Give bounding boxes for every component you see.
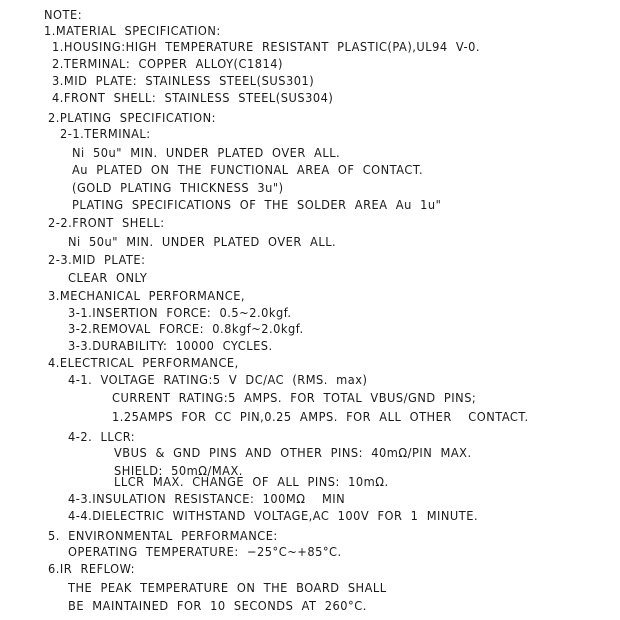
durability: 3-3.DURABILITY: 10000 CYCLES. <box>68 338 273 353</box>
plating-mid-plate-title: 2-3.MID PLATE: <box>48 252 146 267</box>
ir-reflow-duration: BE MAINTAINED FOR 10 SECONDS AT 260°C. <box>68 598 367 613</box>
section-3-title: 3.MECHANICAL PERFORMANCE, <box>48 288 246 303</box>
removal-force: 3-2.REMOVAL FORCE: 0.8kgf~2.0kgf. <box>68 321 304 336</box>
llcr-max-change: LLCR MAX. CHANGE OF ALL PINS: 10mΩ. <box>114 474 389 489</box>
insertion-force: 3-1.INSERTION FORCE: 0.5~2.0kgf. <box>68 305 292 320</box>
section-1-title: 1.MATERIAL SPECIFICATION: <box>44 23 221 38</box>
section-5-title: 5. ENVIRONMENTAL PERFORMANCE: <box>48 528 278 543</box>
plating-mid-plate-clear: CLEAR ONLY <box>68 270 148 285</box>
llcr-shield: SHIELD: 50mΩ/MAX. <box>114 463 243 478</box>
ir-reflow-peak-temperature: THE PEAK TEMPERATURE ON THE BOARD SHALL <box>68 580 387 595</box>
plating-front-shell-title: 2-2.FRONT SHELL: <box>48 215 165 230</box>
plating-gold-thickness: (GOLD PLATING THICKNESS 3u") <box>72 180 284 195</box>
current-rating: CURRENT RATING:5 AMPS. FOR TOTAL VBUS/GND PINS; <box>112 390 477 405</box>
plating-terminal-ni: Ni 50u" MIN. UNDER PLATED OVER ALL. <box>72 145 341 160</box>
material-terminal: 2.TERMINAL: COPPER ALLOY(C1814) <box>52 56 283 71</box>
plating-front-shell-ni: Ni 50u" MIN. UNDER PLATED OVER ALL. <box>68 234 337 249</box>
section-4-title: 4.ELECTRICAL PERFORMANCE, <box>48 355 239 370</box>
current-rating-cc-pin: 1.25AMPS FOR CC PIN,0.25 AMPS. FOR ALL OTHER CONTACT. <box>112 409 529 424</box>
llcr-vbus-gnd: VBUS & GND PINS AND OTHER PINS: 40mΩ/PIN MAX. <box>114 445 472 460</box>
notes-heading: NOTE: <box>44 7 83 22</box>
section-6-title: 6.IR REFLOW: <box>48 561 136 576</box>
section-2-title: 2.PLATING SPECIFICATION: <box>48 110 216 125</box>
plating-terminal-au: Au PLATED ON THE FUNCTIONAL AREA OF CONTACT. <box>72 162 424 177</box>
material-front-shell: 4.FRONT SHELL: STAINLESS STEEL(SUS304) <box>52 90 334 105</box>
insulation-resistance: 4-3.INSULATION RESISTANCE: 100MΩ MIN <box>68 491 346 506</box>
operating-temperature: OPERATING TEMPERATURE: −25°C~+85°C. <box>68 544 342 559</box>
plating-terminal-title: 2-1.TERMINAL: <box>60 126 151 141</box>
material-mid-plate: 3.MID PLATE: STAINLESS STEEL(SUS301) <box>52 73 315 88</box>
plating-solder-area: PLATING SPECIFICATIONS OF THE SOLDER AREA Au 1u" <box>72 197 442 212</box>
llcr-title: 4-2. LLCR: <box>68 429 136 444</box>
dielectric-withstand: 4-4.DIELECTRIC WITHSTAND VOLTAGE,AC 100V FOR 1 MINUTE. <box>68 508 479 523</box>
voltage-rating: 4-1. VOLTAGE RATING:5 V DC/AC (RMS. max) <box>68 372 368 387</box>
material-housing: 1.HOUSING:HIGH TEMPERATURE RESISTANT PLASTIC(PA),UL94 V-0. <box>52 39 481 54</box>
